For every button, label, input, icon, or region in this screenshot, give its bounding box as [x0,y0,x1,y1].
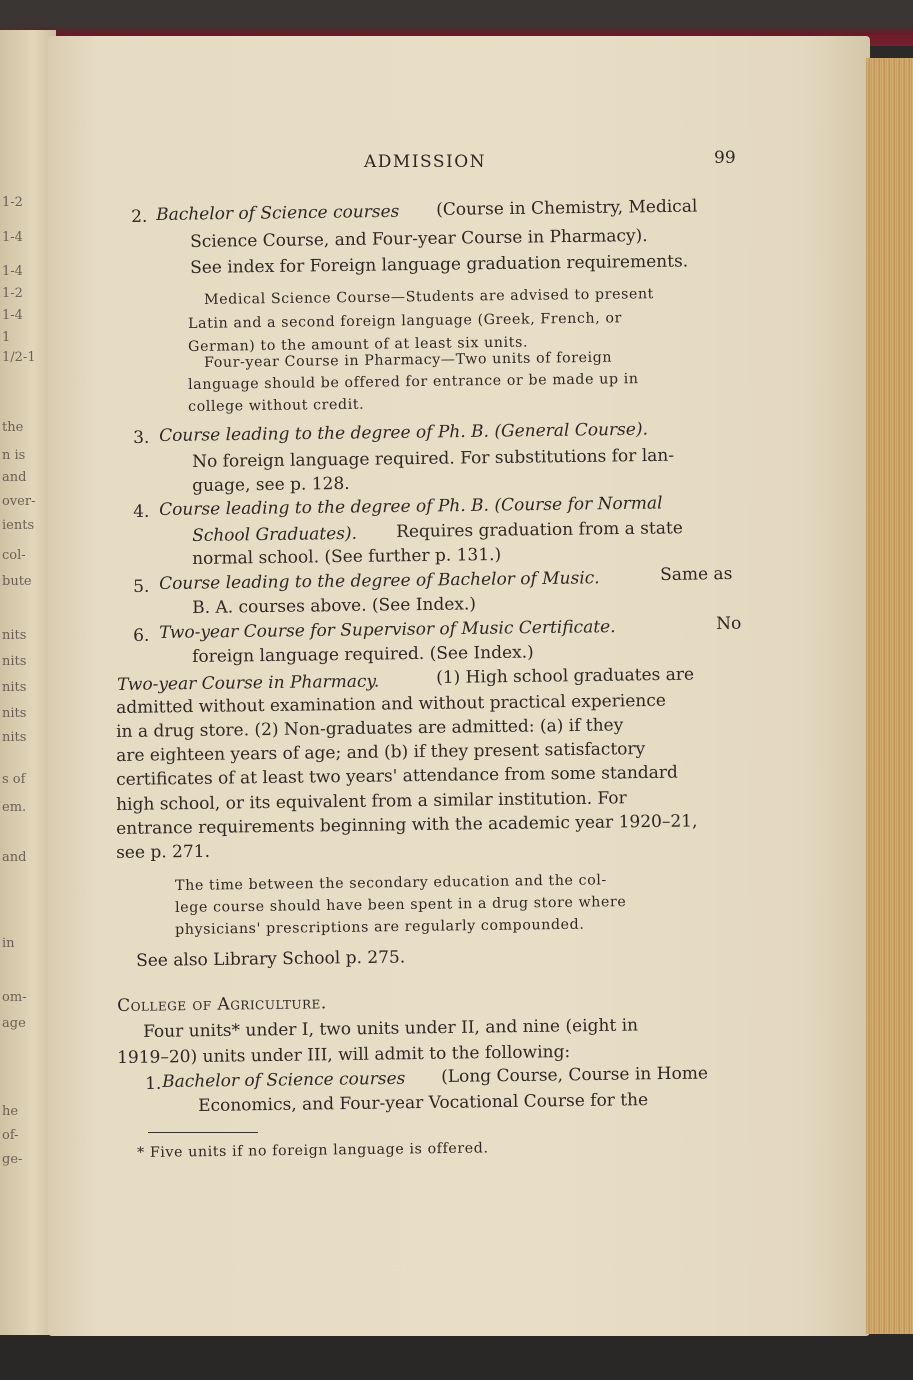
facing-page-text: the [2,420,24,435]
page-number: 99 [714,148,736,168]
running-header: ADMISSION [364,152,487,172]
text-line: No [716,613,742,634]
text-line: (1) High school graduates are [436,664,695,688]
course-title: Bachelor of Science courses [162,1068,406,1092]
note-line: The time between the secondary education and the col- [175,872,607,894]
text-line: See index for Foreign language graduation requirements. [190,251,689,278]
facing-page-text: om- [2,990,27,1005]
text-line: are eighteen years of age; and (b) if they present satisfactory [116,739,646,766]
text-line: B. A. courses above. (See Index.) [192,594,477,618]
text-line: No foreign language required. For substitutions for lan- [192,445,675,472]
facing-page-text: em. [2,800,27,815]
facing-page-text: 1-4 [2,264,23,279]
facing-page-text: over- [2,494,36,509]
footnote: * Five units if no foreign language is offered. [137,1140,489,1161]
text-line: guage, see p. 128. [192,473,350,496]
text-line: entrance requirements beginning with the academic year 1920–21, [116,811,698,839]
section-title: Two-year Course in Pharmacy. [117,671,380,695]
page-edges [866,58,913,1334]
note-line: Four-year Course in Pharmacy—Two units of foreign [204,349,613,371]
text-line: in a drug store. (2) Non-graduates are admitted: (a) if they [116,715,624,742]
note-line: physicians' prescriptions are regularly compounded. [175,916,585,938]
text-line: high school, or its equivalent from a similar institution. For [116,788,627,815]
course-title: Course leading to the degree of Ph. B. (General Course). [159,419,649,446]
facing-page-text: and [2,470,27,485]
list-number: 1. [145,1073,162,1094]
text-line: admitted without examination and without practical experience [116,690,667,718]
list-number: 5. [133,576,150,597]
note-line: college without credit. [188,396,365,415]
text-line: Requires graduation from a state [396,518,683,542]
facing-page-text: nits [2,706,27,721]
facing-page-text: nits [2,680,27,695]
text-line: certificates of at least two years' attendance from some standard [116,762,678,790]
course-title: Two-year Course for Supervisor of Music Certificate. [159,617,616,643]
note-line: language should be offered for entrance or be made up in [188,371,639,393]
course-title: School Graduates). [192,523,358,546]
facing-page-text: nits [2,730,27,745]
list-number: 2. [131,206,148,227]
facing-page-text: nits [2,628,27,643]
facing-page-text: s of [2,772,26,787]
facing-page-text: ients [2,518,35,533]
text-line: See also Library School p. 275. [136,947,406,971]
background-bar [0,1336,913,1380]
list-number: 4. [133,501,150,522]
list-number: 6. [133,625,150,646]
facing-page-text: 1-4 [2,308,23,323]
facing-page-text: 1-4 [2,230,23,245]
course-title: Course leading to the degree of Ph. B. (Course for Normal [159,493,663,520]
facing-page-text: ge- [2,1152,23,1167]
facing-page-text: in [2,936,15,951]
text-line: Science Course, and Four-year Course in Pharmacy). [190,226,648,252]
facing-page-text: n is [2,448,26,463]
text-line: Economics, and Four-year Vocational Course for the [198,1090,649,1116]
text-line: Same as [660,564,733,585]
note-line: Medical Science Course—Students are advised to present [204,286,655,308]
text-line: see p. 271. [116,841,211,863]
facing-page-text: nits [2,654,27,669]
text-line: (Course in Chemistry, Medical [436,196,698,220]
course-title: Course leading to the degree of Bachelor of Music. [159,568,600,594]
text-line: (Long Course, Course in Home [441,1063,709,1087]
note-line: Latin and a second foreign language (Greek, French, or [188,310,623,332]
facing-page-text: 1 [2,330,11,345]
text-line: Four units* under I, two units under II, and nine (eight in [143,1015,639,1042]
note-line: German) to the amount of at least six units. [188,334,529,355]
section-heading: College of Agriculture. [117,993,327,1016]
facing-page-text: and [2,850,27,865]
facing-page-text: age [2,1016,26,1031]
note-line: lege course should have been spent in a drug store where [175,894,627,916]
facing-page-text: col- [2,548,26,563]
text-line: normal school. (See further p. 131.) [192,544,502,569]
facing-page-text: of- [2,1128,19,1143]
text-line: 1919–20) units under III, will admit to the following: [117,1042,571,1068]
facing-page-text: 1/2-1 [2,350,36,365]
list-number: 3. [133,427,150,448]
course-title: Bachelor of Science courses [156,201,400,225]
facing-page-text: bute [2,574,32,589]
facing-page-text: 1-2 [2,286,23,301]
facing-page-text: he [2,1104,19,1119]
facing-page-text: 1-2 [2,195,23,210]
footnote-rule [148,1132,258,1133]
text-line: foreign language required. (See Index.) [192,642,534,667]
